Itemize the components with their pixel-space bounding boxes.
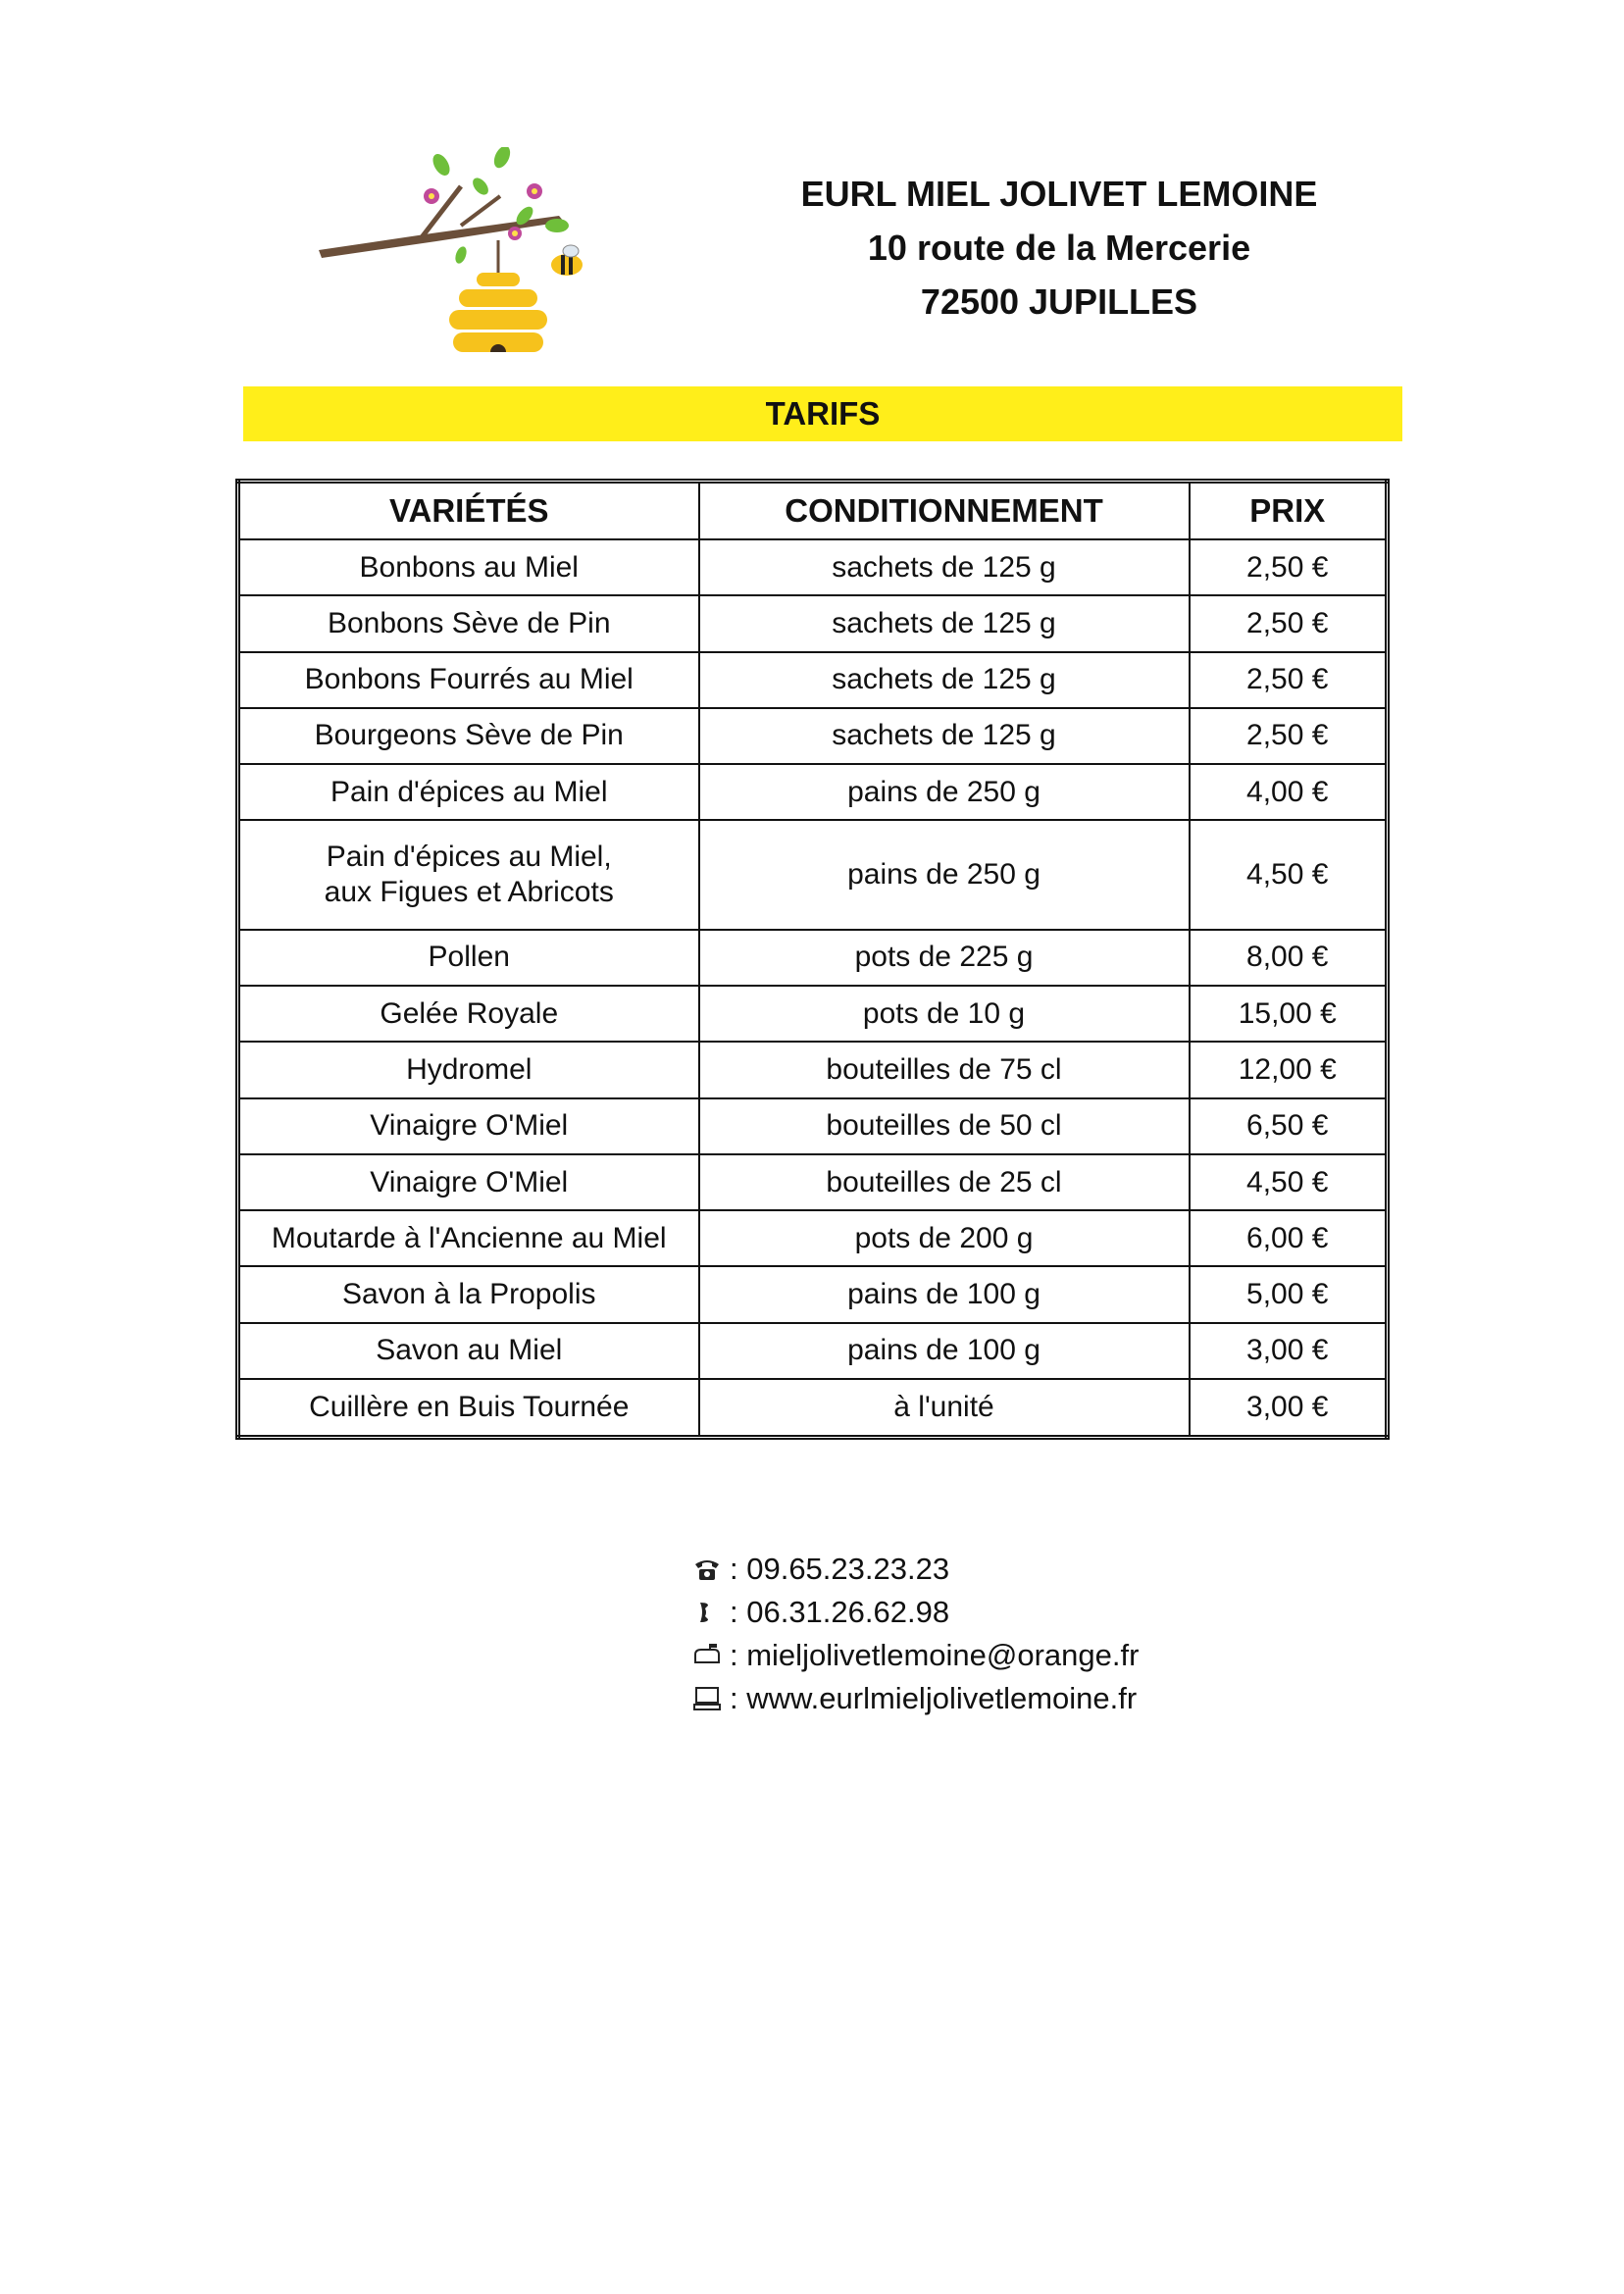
table-row [238, 1266, 1388, 1322]
computer-icon [692, 1684, 722, 1713]
table-row [238, 1323, 1388, 1379]
price-cell: 5,00 € [1190, 1266, 1388, 1322]
table-row [238, 652, 1388, 708]
beehive-logo [314, 147, 598, 363]
variety-cell: Cuillère en Buis Tournée [238, 1379, 699, 1438]
mailbox-icon [692, 1641, 722, 1670]
website-url: : www.eurlmieljolivetlemoine.fr [730, 1681, 1138, 1715]
variety-cell: Bonbons Fourrés au Miel [238, 652, 699, 708]
packaging-cell: sachets de 125 g [699, 652, 1190, 708]
variety-line1: Pain d'épices au Miel, [326, 841, 612, 874]
packaging-cell: pots de 10 g [699, 986, 1190, 1042]
price-cell: 15,00 € [1190, 986, 1388, 1042]
packaging-cell: bouteilles de 25 cl [699, 1154, 1190, 1210]
price-cell: 4,50 € [1190, 1154, 1388, 1210]
tarifs-banner: TARIFS [243, 386, 1402, 441]
table-row [238, 1154, 1388, 1210]
packaging-cell: pots de 225 g [699, 930, 1190, 986]
table-row [238, 539, 1388, 595]
packaging-cell: pains de 100 g [699, 1266, 1190, 1322]
bee-icon [551, 245, 583, 276]
company-address-line1: 10 route de la Mercerie [867, 228, 1251, 268]
header-varietes: VARIÉTÉS [238, 482, 699, 540]
price-cell: 3,00 € [1190, 1323, 1388, 1379]
branch-icon [319, 186, 564, 258]
variety-cell: Vinaigre O'Miel [238, 1098, 699, 1154]
contact-phone [692, 1548, 1139, 1591]
price-table [235, 479, 1390, 1440]
variety-cell: Bourgeons Sève de Pin [238, 708, 699, 764]
packaging-cell: à l'unité [699, 1379, 1190, 1438]
variety-cell: Savon au Miel [238, 1323, 699, 1379]
table-header-row [238, 482, 1388, 540]
table-row [238, 986, 1388, 1042]
variety-cell: Bonbons Sève de Pin [238, 595, 699, 651]
packaging-cell: sachets de 125 g [699, 539, 1190, 595]
table-row [238, 930, 1388, 986]
table-row [238, 708, 1388, 764]
variety-cell: Pain d'épices au Miel [238, 764, 699, 820]
price-cell: 6,50 € [1190, 1098, 1388, 1154]
price-cell: 2,50 € [1190, 539, 1388, 595]
contact-info [692, 1548, 1139, 1720]
variety-line2: aux Figues et Abricots [324, 876, 614, 909]
price-cell: 6,00 € [1190, 1210, 1388, 1266]
phone-number: : 09.65.23.23.23 [730, 1552, 950, 1586]
variety-cell: Hydromel [238, 1042, 699, 1097]
mobile-number: : 06.31.26.62.98 [730, 1595, 950, 1629]
variety-cell [238, 820, 699, 930]
variety-cell: Pollen [238, 930, 699, 986]
price-cell: 12,00 € [1190, 1042, 1388, 1097]
price-cell: 4,00 € [1190, 764, 1388, 820]
price-cell: 4,50 € [1190, 820, 1388, 930]
contact-website [692, 1677, 1139, 1720]
contact-email [692, 1634, 1139, 1677]
header-prix: PRIX [1190, 482, 1388, 540]
packaging-cell: pains de 100 g [699, 1323, 1190, 1379]
packaging-cell: bouteilles de 75 cl [699, 1042, 1190, 1097]
table-row [238, 595, 1388, 651]
variety-cell: Moutarde à l'Ancienne au Miel [238, 1210, 699, 1266]
header-conditionnement: CONDITIONNEMENT [699, 482, 1190, 540]
variety-cell: Savon à la Propolis [238, 1266, 699, 1322]
hive-icon [449, 273, 547, 352]
price-cell: 2,50 € [1190, 652, 1388, 708]
table-row [238, 1042, 1388, 1097]
company-header [765, 167, 1353, 329]
variety-cell: Gelée Royale [238, 986, 699, 1042]
company-name: EURL MIEL JOLIVET LEMOINE [800, 174, 1318, 214]
price-cell: 3,00 € [1190, 1379, 1388, 1438]
table-row [238, 1098, 1388, 1154]
table-row [238, 764, 1388, 820]
packaging-cell: sachets de 125 g [699, 708, 1190, 764]
table-row [238, 820, 1388, 930]
packaging-cell: pains de 250 g [699, 764, 1190, 820]
packaging-cell: pots de 200 g [699, 1210, 1190, 1266]
packaging-cell: bouteilles de 50 cl [699, 1098, 1190, 1154]
packaging-cell: pains de 250 g [699, 820, 1190, 930]
email-address: : mieljolivetlemoine@orange.fr [730, 1638, 1140, 1672]
table-row [238, 1210, 1388, 1266]
price-cell: 2,50 € [1190, 708, 1388, 764]
packaging-cell: sachets de 125 g [699, 595, 1190, 651]
price-cell: 8,00 € [1190, 930, 1388, 986]
price-cell: 2,50 € [1190, 595, 1388, 651]
variety-cell: Bonbons au Miel [238, 539, 699, 595]
contact-mobile [692, 1591, 1139, 1634]
mobile-phone-icon [692, 1598, 722, 1627]
table-row [238, 1379, 1388, 1438]
variety-cell: Vinaigre O'Miel [238, 1154, 699, 1210]
company-address-line2: 72500 JUPILLES [920, 281, 1198, 322]
telephone-icon [692, 1555, 722, 1584]
